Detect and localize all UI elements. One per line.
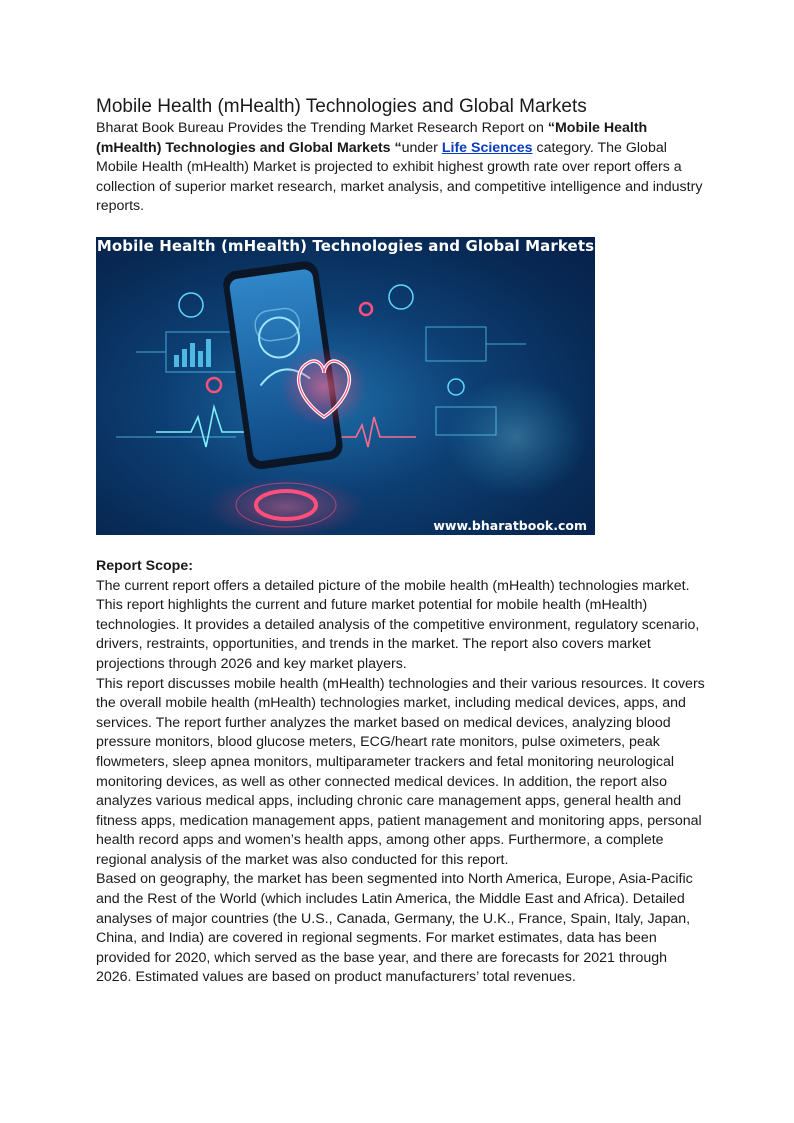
report-scope-heading: Report Scope: bbox=[96, 557, 193, 574]
scope-paragraph-4: Based on geography, the market has been segmented into North America, Europe, Asia-Pacific and the Rest of the World (which includes Latin America, the Middle East and Africa). Detailed analyses of major countries (the U.S., Canada, Germany, the U.K., France, Spain, Italy, Japan, China, and India) are covered in regional segments. For market estimates, data has been provided for 2020, which served as the base year, and there are forecasts for 2021 through 2026. Estimated values are based on product manufacturers’ total revenues. bbox=[96, 871, 693, 986]
intro-paragraph bbox=[96, 119, 706, 217]
mhealth-illustration bbox=[96, 237, 595, 535]
pink-ring-icon bbox=[207, 378, 221, 392]
hero-website-url: www.bharatbook.com bbox=[433, 517, 587, 533]
report-title-close-quote: “ bbox=[394, 139, 402, 156]
report-title-bold: Mobile Health (mHealth) Technologies and Global Markets bbox=[96, 120, 648, 156]
document-title: Mobile Health (mHealth) Technologies and Global Markets bbox=[96, 96, 587, 117]
hero-image bbox=[96, 237, 595, 535]
right-ring-icon bbox=[448, 379, 464, 395]
scope-paragraph-1: The current report offers a detailed picture of the mobile health (mHealth) technologies market. bbox=[96, 577, 690, 594]
intro-text-before: Bharat Book Bureau Provides the Trending Market Research Report on bbox=[96, 120, 548, 136]
heart-badge-icon bbox=[389, 285, 413, 309]
scope-paragraph-3: This report discusses mobile health (mHealth) technologies and their various resources. It covers the overall mobile health (mHealth) technologies market, including medical devices, apps, and services. The report further analyzes the market based on medical devices, analyzing blood pressure monitors, blood glucose meters, ECG/heart rate monitors, pulse oximeters, peak flowmeters, sleep apnea monitors, multiparameter trackers and fetal monitoring neurological monitoring devices, as well as other connected medical devices. In addition, the report also analyzes various medical apps, including chronic care management apps, general health and fitness apps, medication management apps, patient management and monitoring apps, personal health record apps and women’s health apps, among other apps. Furthermore, a complete regional analysis of the market was also conducted for this report. bbox=[96, 675, 705, 868]
intro-under: under bbox=[401, 139, 442, 156]
bar-chart-icon bbox=[174, 339, 211, 367]
intro-text-after: category. The Global Mobile Health (mHealth) Market is projected to exhibit highest growth rate over report offers a collection of superior market research, market analysis, and competitive intelligence and industry reports. bbox=[96, 139, 703, 215]
report-title-open-quote: “ bbox=[547, 120, 555, 136]
top-pink-ring-icon bbox=[360, 303, 372, 315]
user-circle-icon bbox=[179, 293, 203, 317]
hero-banner-title: Mobile Health (mHealth) Technologies and Global Markets bbox=[96, 236, 595, 255]
life-sciences-link[interactable]: Life Sciences bbox=[441, 139, 533, 156]
document-page bbox=[96, 95, 706, 988]
scope-paragraph-2: This report highlights the current and future market potential for mobile health (mHealth) technologies. It provides a detailed analysis of the competitive environment, regulatory scenario, drivers, restraints, opportunities, and trends in the market. The report also covers market projections through 2026 and key market players. bbox=[96, 597, 700, 672]
report-scope-section bbox=[96, 557, 706, 988]
